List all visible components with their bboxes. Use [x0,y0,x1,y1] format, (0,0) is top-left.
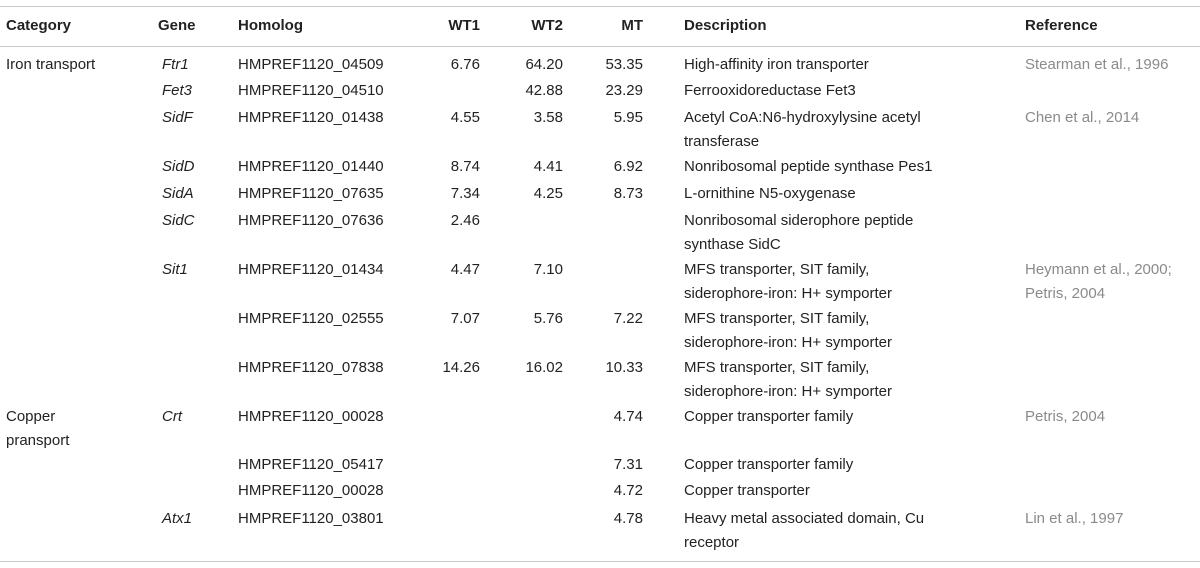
cell-homolog: HMPREF1120_07636 [238,212,384,229]
cell-wt2: 42.88 [525,82,563,99]
cell-wt2: 3.58 [533,109,563,126]
cell-reference[interactable]: Heymann et al., 2000; [1025,261,1172,278]
cell-homolog: HMPREF1120_04510 [238,82,384,99]
cell-gene: SidF [162,109,193,126]
table-top-rule [0,6,1200,7]
cell-description: receptor [684,534,740,551]
cell-description: MFS transporter, SIT family, [684,261,870,278]
cell-wt2: 5.76 [533,310,563,327]
cell-category: Iron transport [6,56,96,73]
cell-gene: SidC [162,212,195,229]
cell-wt1: 2.46 [450,212,480,229]
header-gene: Gene [158,17,196,34]
header-wt2: WT2 [531,17,563,34]
cell-wt2: 7.10 [533,261,563,278]
header-category: Category [6,17,72,34]
header-wt1: WT1 [448,17,480,34]
cell-gene: Sit1 [162,261,188,278]
cell-description: Acetyl CoA:N6-hydroxylysine acetyl [684,109,921,126]
cell-homolog: HMPREF1120_01434 [238,261,384,278]
cell-mt: 4.72 [613,482,643,499]
cell-wt2: 4.25 [533,185,563,202]
cell-description: siderophore-iron: H+ symporter [684,334,893,351]
cell-reference[interactable]: Stearman et al., 1996 [1025,56,1169,73]
cell-homolog: HMPREF1120_03801 [238,510,384,527]
cell-description: Nonribosomal peptide synthase Pes1 [684,158,933,175]
cell-description: Nonribosomal siderophore peptide [684,212,914,229]
cell-wt1: 6.76 [450,56,480,73]
cell-description: Copper transporter family [684,456,854,473]
cell-description: siderophore-iron: H+ symporter [684,383,893,400]
cell-reference[interactable]: Petris, 2004 [1025,408,1106,425]
cell-homolog: HMPREF1120_07635 [238,185,384,202]
cell-description: Copper transporter family [684,408,854,425]
cell-homolog: HMPREF1120_00028 [238,408,384,425]
cell-reference[interactable]: Chen et al., 2014 [1025,109,1140,126]
cell-gene: SidD [162,158,195,175]
cell-mt: 4.78 [613,510,643,527]
cell-homolog: HMPREF1120_07838 [238,359,384,376]
table-header-rule [0,46,1200,47]
cell-description: Copper transporter [684,482,810,499]
cell-description: synthase SidC [684,236,781,253]
cell-homolog: HMPREF1120_00028 [238,482,384,499]
cell-homolog: HMPREF1120_02555 [238,310,384,327]
cell-wt1: 7.07 [450,310,480,327]
cell-mt: 5.95 [613,109,643,126]
cell-reference[interactable]: Lin et al., 1997 [1025,510,1124,527]
cell-description: L-ornithine N5-oxygenase [684,185,856,202]
cell-mt: 7.22 [613,310,643,327]
cell-description: siderophore-iron: H+ symporter [684,285,893,302]
cell-wt2: 64.20 [525,56,563,73]
cell-gene: Crt [162,408,182,425]
cell-description: MFS transporter, SIT family, [684,359,870,376]
cell-description: Heavy metal associated domain, Cu [684,510,925,527]
header-description: Description [684,17,767,34]
cell-gene: Ftr1 [162,56,189,73]
cell-mt: 10.33 [605,359,643,376]
cell-wt1: 14.26 [442,359,480,376]
header-homolog: Homolog [238,17,303,34]
cell-wt1: 7.34 [450,185,480,202]
header-mt: MT [621,17,643,34]
cell-homolog: HMPREF1120_01440 [238,158,384,175]
cell-mt: 53.35 [605,56,643,73]
cell-homolog: HMPREF1120_05417 [238,456,384,473]
cell-homolog: HMPREF1120_04509 [238,56,384,73]
cell-wt2: 16.02 [525,359,563,376]
table-bottom-rule [0,561,1200,562]
cell-description: High-affinity iron transporter [684,56,869,73]
cell-mt: 23.29 [605,82,643,99]
cell-category: Copper [6,408,56,425]
cell-wt1: 4.47 [450,261,480,278]
cell-mt: 4.74 [613,408,643,425]
cell-mt: 8.73 [613,185,643,202]
cell-wt1: 4.55 [450,109,480,126]
cell-mt: 6.92 [613,158,643,175]
cell-description: Ferrooxidoreductase Fet3 [684,82,856,99]
cell-description: transferase [684,133,760,150]
cell-reference[interactable]: Petris, 2004 [1025,285,1106,302]
cell-homolog: HMPREF1120_01438 [238,109,384,126]
cell-gene: Fet3 [162,82,193,99]
cell-description: MFS transporter, SIT family, [684,310,870,327]
header-reference: Reference [1025,17,1098,34]
cell-gene: SidA [162,185,194,202]
cell-category: pransport [6,432,70,449]
cell-wt1: 8.74 [450,158,480,175]
cell-mt: 7.31 [613,456,643,473]
cell-gene: Atx1 [162,510,193,527]
cell-wt2: 4.41 [533,158,563,175]
